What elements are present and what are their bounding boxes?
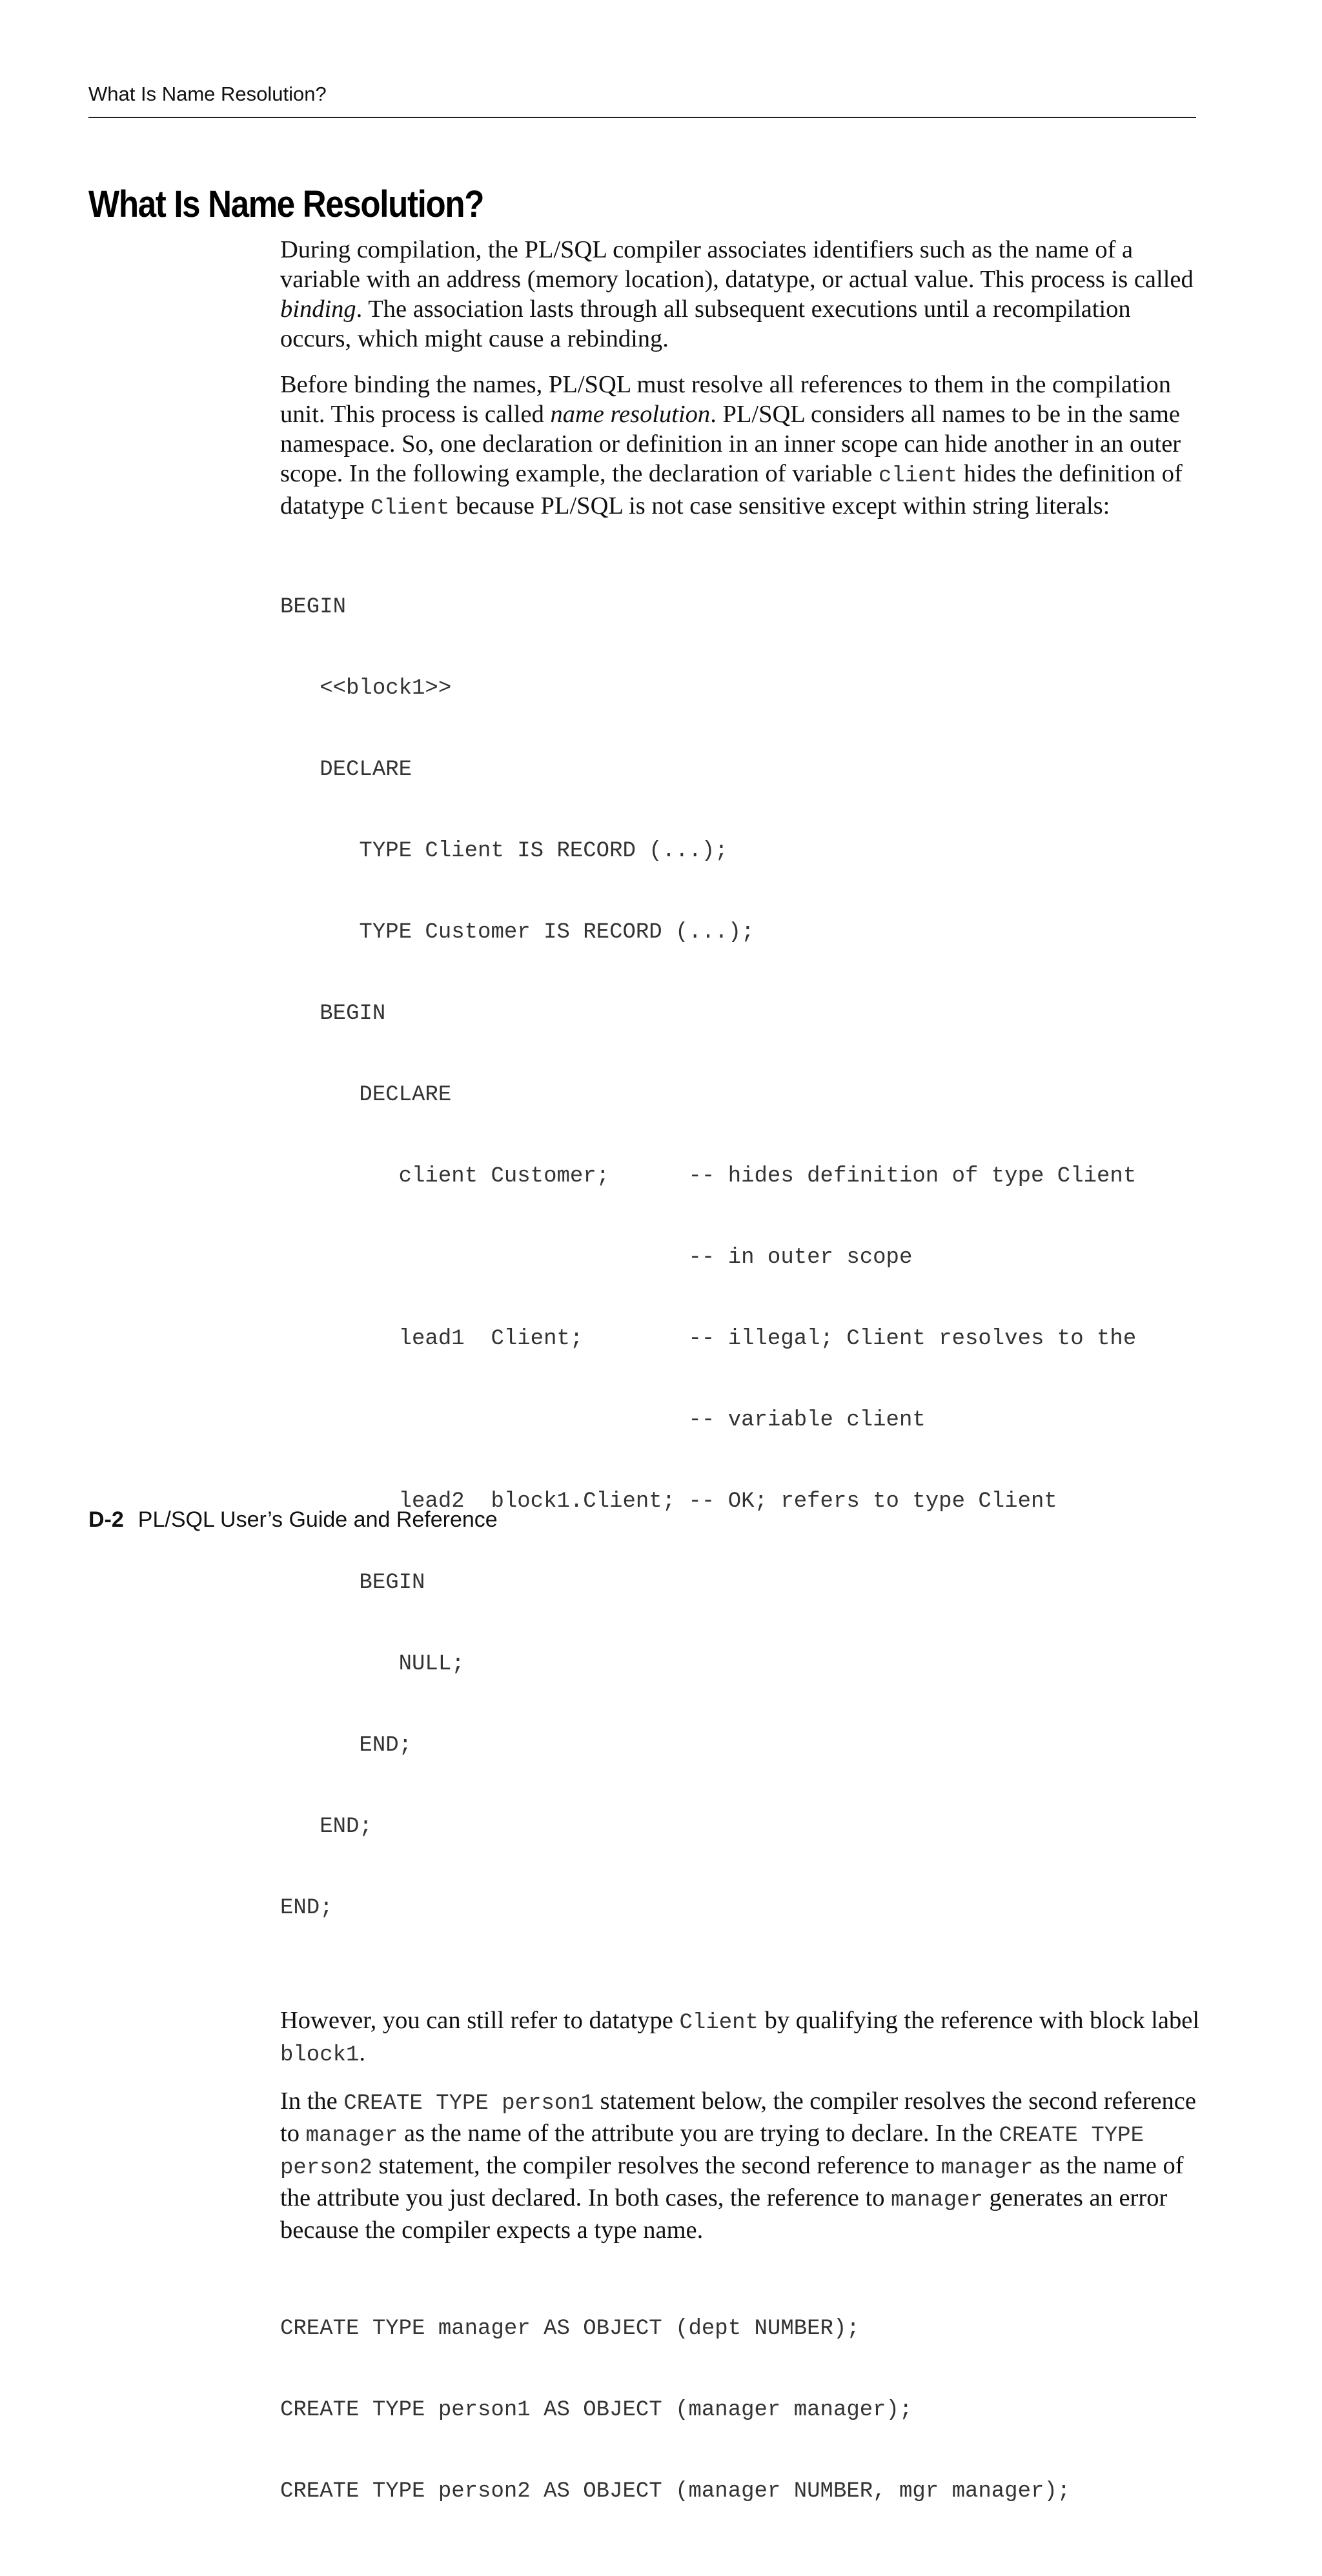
page-footer (88, 1507, 498, 1533)
code-line: TYPE Client IS RECORD (...); (280, 839, 728, 863)
code-line: END; (280, 1815, 372, 1839)
inline-code: CREATE TYPE person2 (280, 2124, 1144, 2180)
inline-code: manager (891, 2188, 983, 2213)
term-binding: binding (280, 296, 356, 323)
page-number: D-2 (88, 1507, 124, 1532)
paragraph-name-resolution (280, 370, 1203, 523)
text-run: as the name of the attribute you are trying to declare. In the (398, 2120, 999, 2147)
body-column (280, 235, 1203, 2576)
code-line: BEGIN (280, 595, 347, 619)
code-line: BEGIN (280, 1571, 425, 1595)
inline-code: Client (679, 2011, 758, 2035)
code-line: CREATE TYPE manager AS OBJECT (dept NUMBER); (280, 2317, 860, 2341)
code-line: TYPE Customer IS RECORD (...); (280, 920, 755, 945)
inline-code: CREATE TYPE person1 (343, 2091, 595, 2116)
text-run: as the name of the attribute you just declared. In both cases, the reference to (280, 2152, 1184, 2211)
text-run: In the (280, 2088, 344, 2115)
page-title: What Is Name Resolution? (88, 183, 484, 225)
code-example-create-type (280, 2261, 1203, 2559)
code-line: lead1 Client; -- illegal; Client resolves to the (280, 1327, 1137, 1351)
text-run: because PL/SQL is not case sensitive except within string literals: (449, 492, 1110, 519)
inline-code: manager (305, 2124, 398, 2148)
text-run: Before binding the names, PL/SQL must resolve all references to them in the compilation unit. This process is called (280, 371, 1171, 428)
text-run: During compilation, the PL/SQL compiler associates identifiers such as the name of a variable with an address (memory location), datatype, or actual value. This process is called (280, 236, 1194, 293)
text-run: generates an error because the compiler expects a type name. (280, 2184, 1168, 2244)
code-line: -- variable client (280, 1408, 926, 1433)
code-line: CREATE TYPE person1 AS OBJECT (manager manager); (280, 2398, 913, 2422)
text-run: hides the definition of datatype (280, 460, 1183, 519)
text-run: However, you can still refer to datatype (280, 2007, 680, 2034)
code-line: BEGIN (280, 1001, 386, 1026)
inline-code: block1 (280, 2043, 360, 2068)
code-line: CREATE TYPE person2 AS OBJECT (manager NUMBER, mgr manager); (280, 2479, 1071, 2504)
code-line: END; (280, 1896, 333, 1920)
book-title: PL/SQL User’s Guide and Reference (137, 1507, 498, 1532)
code-line: DECLARE (280, 758, 412, 782)
term-name-resolution: name resolution (550, 401, 711, 428)
text-run: . PL/SQL considers all names to be in the same namespace. So, one declaration or definition in an inner scope can hide another in an outer scope. In the following example, the declaration of variable (280, 401, 1181, 487)
paragraph-binding (280, 235, 1203, 354)
paragraph-create-type (280, 2086, 1203, 2245)
text-run: . (359, 2039, 366, 2066)
inline-code: client (878, 464, 958, 488)
header-rule (88, 117, 1196, 118)
text-run: statement, the compiler resolves the second reference to (372, 2152, 941, 2179)
code-line: NULL; (280, 1652, 465, 1676)
text-run: statement below, the compiler resolves the second reference to (280, 2088, 1196, 2147)
code-line: <<block1>> (280, 676, 452, 701)
text-run: by qualifying the reference with block label (758, 2007, 1200, 2034)
code-line: DECLARE (280, 1083, 452, 1107)
text-run: . The association lasts through all subsequent executions until a recompilation occurs, which might cause a rebinding. (280, 296, 1131, 352)
code-line: -- in outer scope (280, 1245, 913, 1270)
code-line: client Customer; -- hides definition of type Client (280, 1164, 1137, 1189)
paragraph-qualifying (280, 2006, 1203, 2070)
running-header: What Is Name Resolution? (88, 83, 327, 105)
inline-code: Client (371, 496, 450, 521)
code-example-block1 (280, 539, 1203, 1976)
code-line: END; (280, 1733, 412, 1758)
inline-code: manager (941, 2156, 1033, 2180)
code-line: lead2 block1.Client; -- OK; refers to type Client (280, 1489, 1057, 1514)
